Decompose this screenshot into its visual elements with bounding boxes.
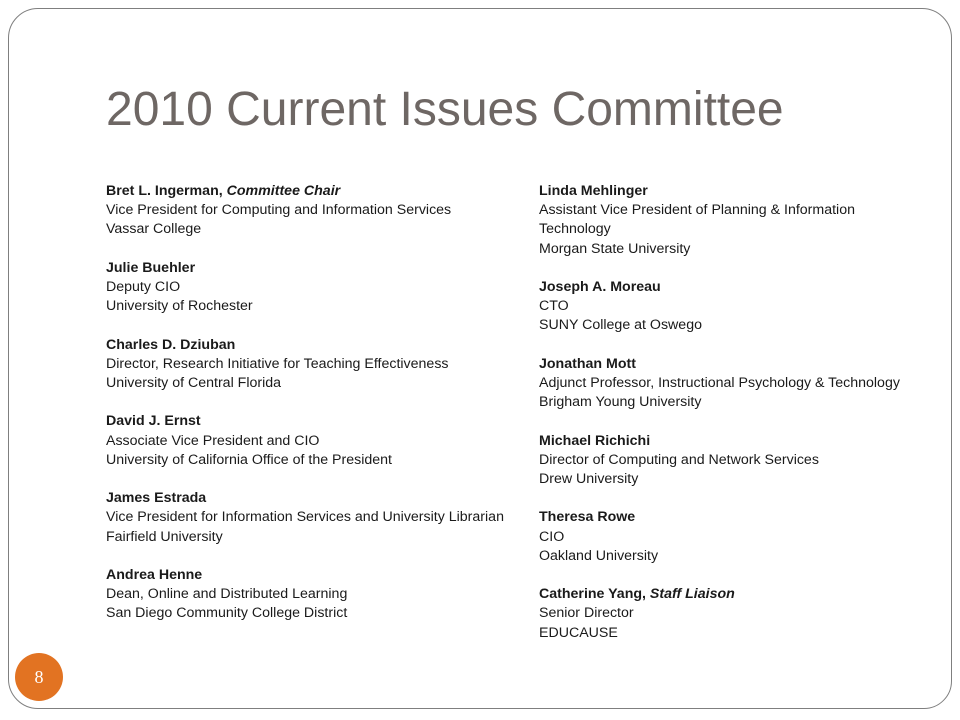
member-institution: University of Central Florida (106, 375, 282, 391)
committee-member (106, 336, 506, 394)
member-title: CIO (539, 528, 565, 545)
committee-list-right (539, 182, 909, 662)
committee-member (539, 355, 909, 413)
member-institution: Fairfield University (106, 528, 223, 545)
member-name: Jonathan Mott (539, 355, 636, 372)
committee-member (539, 585, 909, 643)
member-name: Bret L. Ingerman, Committee Chair (106, 183, 341, 199)
member-name: Joseph A. Moreau (539, 279, 661, 295)
member-institution: University of California Office of the President (106, 451, 392, 468)
member-name: Linda Mehlinger (539, 183, 648, 199)
member-institution: Morgan State University (539, 240, 691, 257)
member-title: Adjunct Professor, Instructional Psychology & Technology (539, 375, 900, 391)
member-institution: EDUCAUSE (539, 624, 618, 641)
page-number-badge (15, 653, 63, 701)
member-institution: Drew University (539, 471, 639, 487)
member-name: Theresa Rowe (539, 509, 636, 526)
member-institution: Vassar College (106, 221, 202, 238)
committee-list-left (106, 182, 506, 643)
committee-member (539, 508, 909, 566)
member-name: David J. Ernst (106, 413, 201, 430)
committee-member (106, 489, 506, 547)
member-name: Charles D. Dziuban (106, 336, 236, 353)
slide-title: 2010 Current Issues Committee (106, 83, 784, 136)
member-title: Deputy CIO (106, 279, 181, 295)
member-institution: Brigham Young University (539, 394, 702, 411)
member-institution: Oakland University (539, 547, 659, 564)
member-title: Director of Computing and Network Services (539, 451, 819, 468)
member-title: Vice President for Computing and Information Services (106, 202, 452, 219)
committee-member (106, 412, 506, 470)
member-title: Director, Research Initiative for Teaching Effectiveness (106, 355, 449, 372)
member-institution: San Diego Community College District (106, 605, 348, 622)
member-name: James Estrada (106, 490, 207, 507)
member-title: Associate Vice President and CIO (106, 432, 320, 449)
member-role: Committee Chair (226, 183, 341, 199)
member-institution: SUNY College at Oswego (539, 317, 702, 334)
member-name: Julie Buehler (106, 259, 196, 276)
committee-member (106, 259, 506, 317)
member-name: Catherine Yang, Staff Liaison (539, 586, 735, 603)
member-title: Assistant Vice President of Planning & Information Technology (539, 202, 855, 238)
member-title: CTO (539, 298, 569, 315)
committee-member (106, 566, 506, 624)
member-name: Andrea Henne (106, 566, 203, 583)
member-title: Vice President for Information Services and University Librarian (106, 509, 504, 526)
committee-member (539, 432, 909, 490)
committee-member (539, 182, 909, 259)
member-title: Senior Director (539, 605, 634, 622)
member-role: Staff Liaison (649, 586, 735, 603)
committee-member (106, 182, 506, 240)
page-number: 8 (34, 666, 44, 687)
member-institution: University of Rochester (106, 298, 253, 315)
committee-member (539, 278, 909, 336)
member-title: Dean, Online and Distributed Learning (106, 586, 348, 603)
member-name: Michael Richichi (539, 432, 651, 449)
